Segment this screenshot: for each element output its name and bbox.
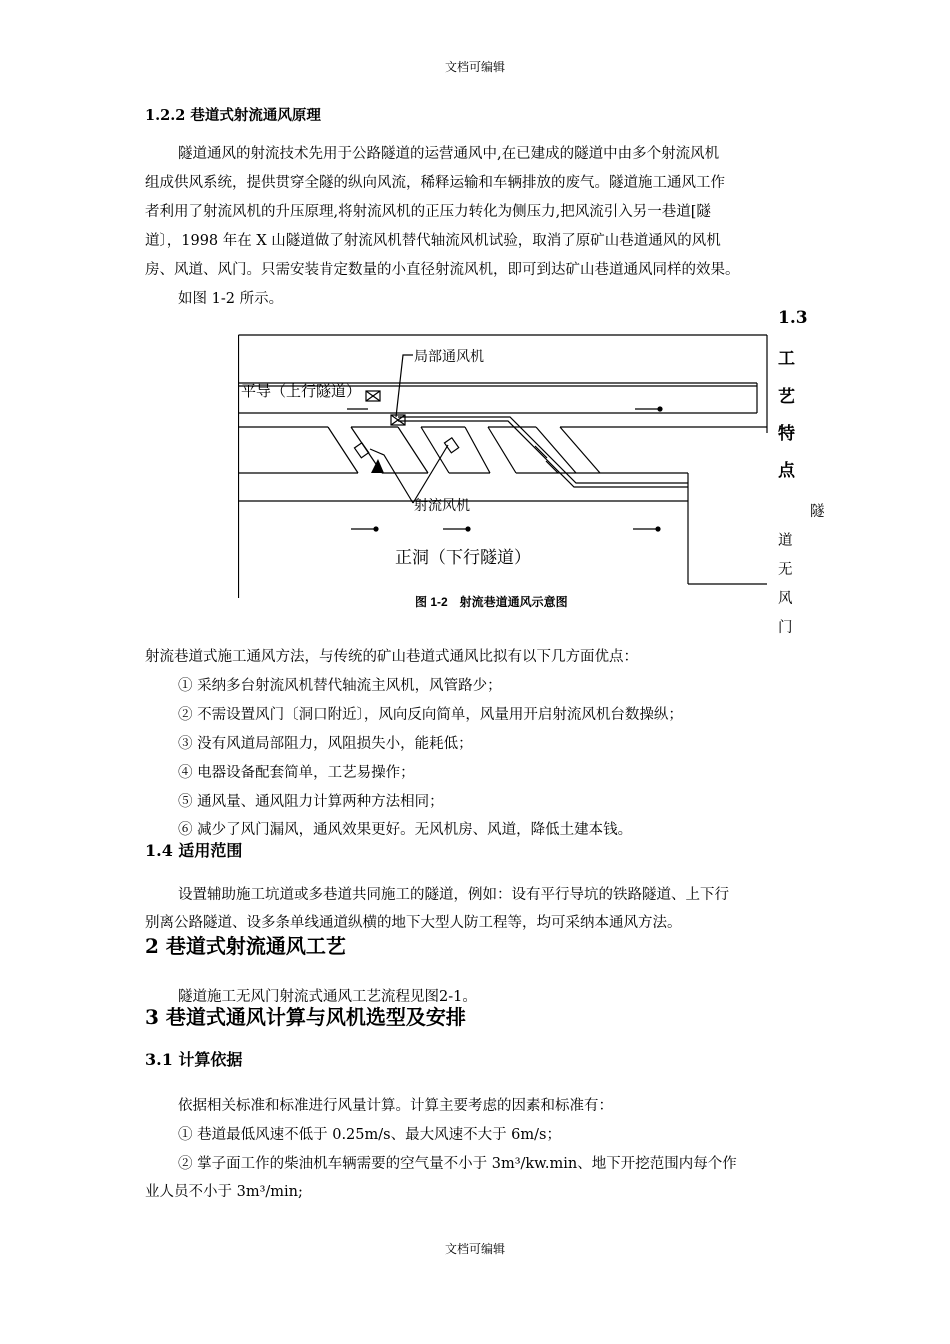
diagram-label-upper-tunnel: 平导（上行隧道） — [241, 383, 362, 400]
paragraph-line: 如图 1-2 所示。 — [178, 291, 284, 307]
criteria-item: 业人员不小于 3m³/min; — [145, 1184, 303, 1200]
cross-passage-1 — [328, 427, 358, 473]
paragraph-line: 组成供风系统，提供贯穿全隧的纵向风流，稀释运输和车辆排放的废气。隧道施工通风工作 — [145, 175, 725, 191]
page-footer: 文档可编辑 — [444, 1242, 505, 1256]
side-text-char: 道 — [778, 533, 793, 549]
side-text-char: 隧 — [810, 504, 825, 520]
criteria-item: ① 巷道最低风速不低于 0.25m/s、最大风速不大于 6m/s； — [178, 1127, 561, 1143]
paragraph-line: 房、风道、风门。只需安装肯定数量的小直径射流风机，即可到达矿山巷道通风同样的效果。 — [145, 262, 740, 278]
section-2-heading: 2 巷道式射流通风工艺 — [145, 934, 346, 958]
criteria-item: ② 掌子面工作的柴油机车辆需要的空气量不小于 3m³/kw.min、地下开挖范围内每个作 — [178, 1156, 737, 1172]
advantage-item: ⑤ 通风量、通风阻力计算两种方法相同； — [178, 794, 444, 810]
cross-passage-4 — [536, 427, 576, 473]
section-1-4-heading: 1.4 适用范围 — [145, 841, 243, 860]
section-1-3-title-char: 点 — [778, 461, 795, 481]
page-header: 文档可编辑 — [444, 60, 505, 74]
diagram-label-lower-tunnel: 正洞（下行隧道） — [395, 548, 531, 567]
side-text-char: 无 — [778, 562, 793, 578]
paragraph-line: 者利用了射流风机的升压原理,将射流风机的正压力转化为侧压力,把风流引入另一巷道[隧 — [145, 204, 711, 220]
advantage-item: ① 采纳多台射流风机替代轴流主风机，风管路少； — [178, 678, 502, 694]
section-1-3-title-char: 特 — [778, 424, 795, 444]
side-text-char: 门 — [778, 620, 793, 636]
paragraph-line: 设置辅助施工坑道或多巷道共同施工的隧道，例如：设有平行导坑的铁路隧道、上下行 — [178, 887, 729, 903]
section-1-3-title-char: 艺 — [778, 387, 795, 407]
section-1-2-2-heading: 1.2.2 巷道式射流通风原理 — [145, 107, 321, 124]
advantage-item: ② 不需设置风门〔洞口附近〕，风向反向简单，风量用开启射流风机台数操纵； — [178, 707, 683, 723]
advantage-item: ③ 没有风道局部阻力，风阻损失小，能耗低； — [178, 736, 473, 752]
section-1-3-number: 1.3 — [778, 308, 808, 328]
paragraph-line: 道〕，1998 年在 X 山隧道做了射流风机替代轴流风机试验，取消了原矿山巷道通风的风机 — [145, 233, 721, 249]
diagram-label-local-fan: 局部通风机 — [414, 348, 484, 364]
ventilation-diagram — [238, 333, 768, 615]
advantage-item: ⑥ 减少了风门漏风，通风效果更好。无风机房、风道，降低土建本钱。 — [178, 822, 633, 838]
diagram-label-jet-fan: 射流风机 — [414, 497, 470, 513]
cross-passage-3 — [465, 427, 490, 473]
cross-passage-2 — [398, 427, 428, 473]
paragraph-line: 别离公路隧道、设多条单线通道纵横的地下大型人防工程等，均可采纳本通风方法。 — [145, 915, 682, 931]
side-text-char: 风 — [778, 591, 793, 607]
figure-caption: 图 1-2 射流巷道通风示意图 — [415, 595, 568, 609]
paragraph-line: 隧道通风的射流技术先用于公路隧道的运营通风中,在已建成的隧道中由多个射流风机 — [178, 146, 720, 162]
section-3-heading: 3 巷道式通风计算与风机选型及安排 — [145, 1005, 466, 1029]
section-3-1-heading: 3.1 计算依据 — [145, 1050, 243, 1069]
paragraph-line: 依据相关标准和标准进行风量计算。计算主要考虑的因素和标准有： — [178, 1098, 613, 1114]
section-2-text: 隧道施工无风门射流式通风工艺流程见图2-1。 — [178, 989, 477, 1005]
section-1-3-intro: 射流巷道式施工通风方法，与传统的矿山巷道式通风比拟有以下几方面优点： — [145, 649, 638, 665]
advantage-item: ④ 电器设备配套简单，工艺易操作； — [178, 765, 415, 781]
section-1-3-title-char: 工 — [778, 349, 795, 369]
